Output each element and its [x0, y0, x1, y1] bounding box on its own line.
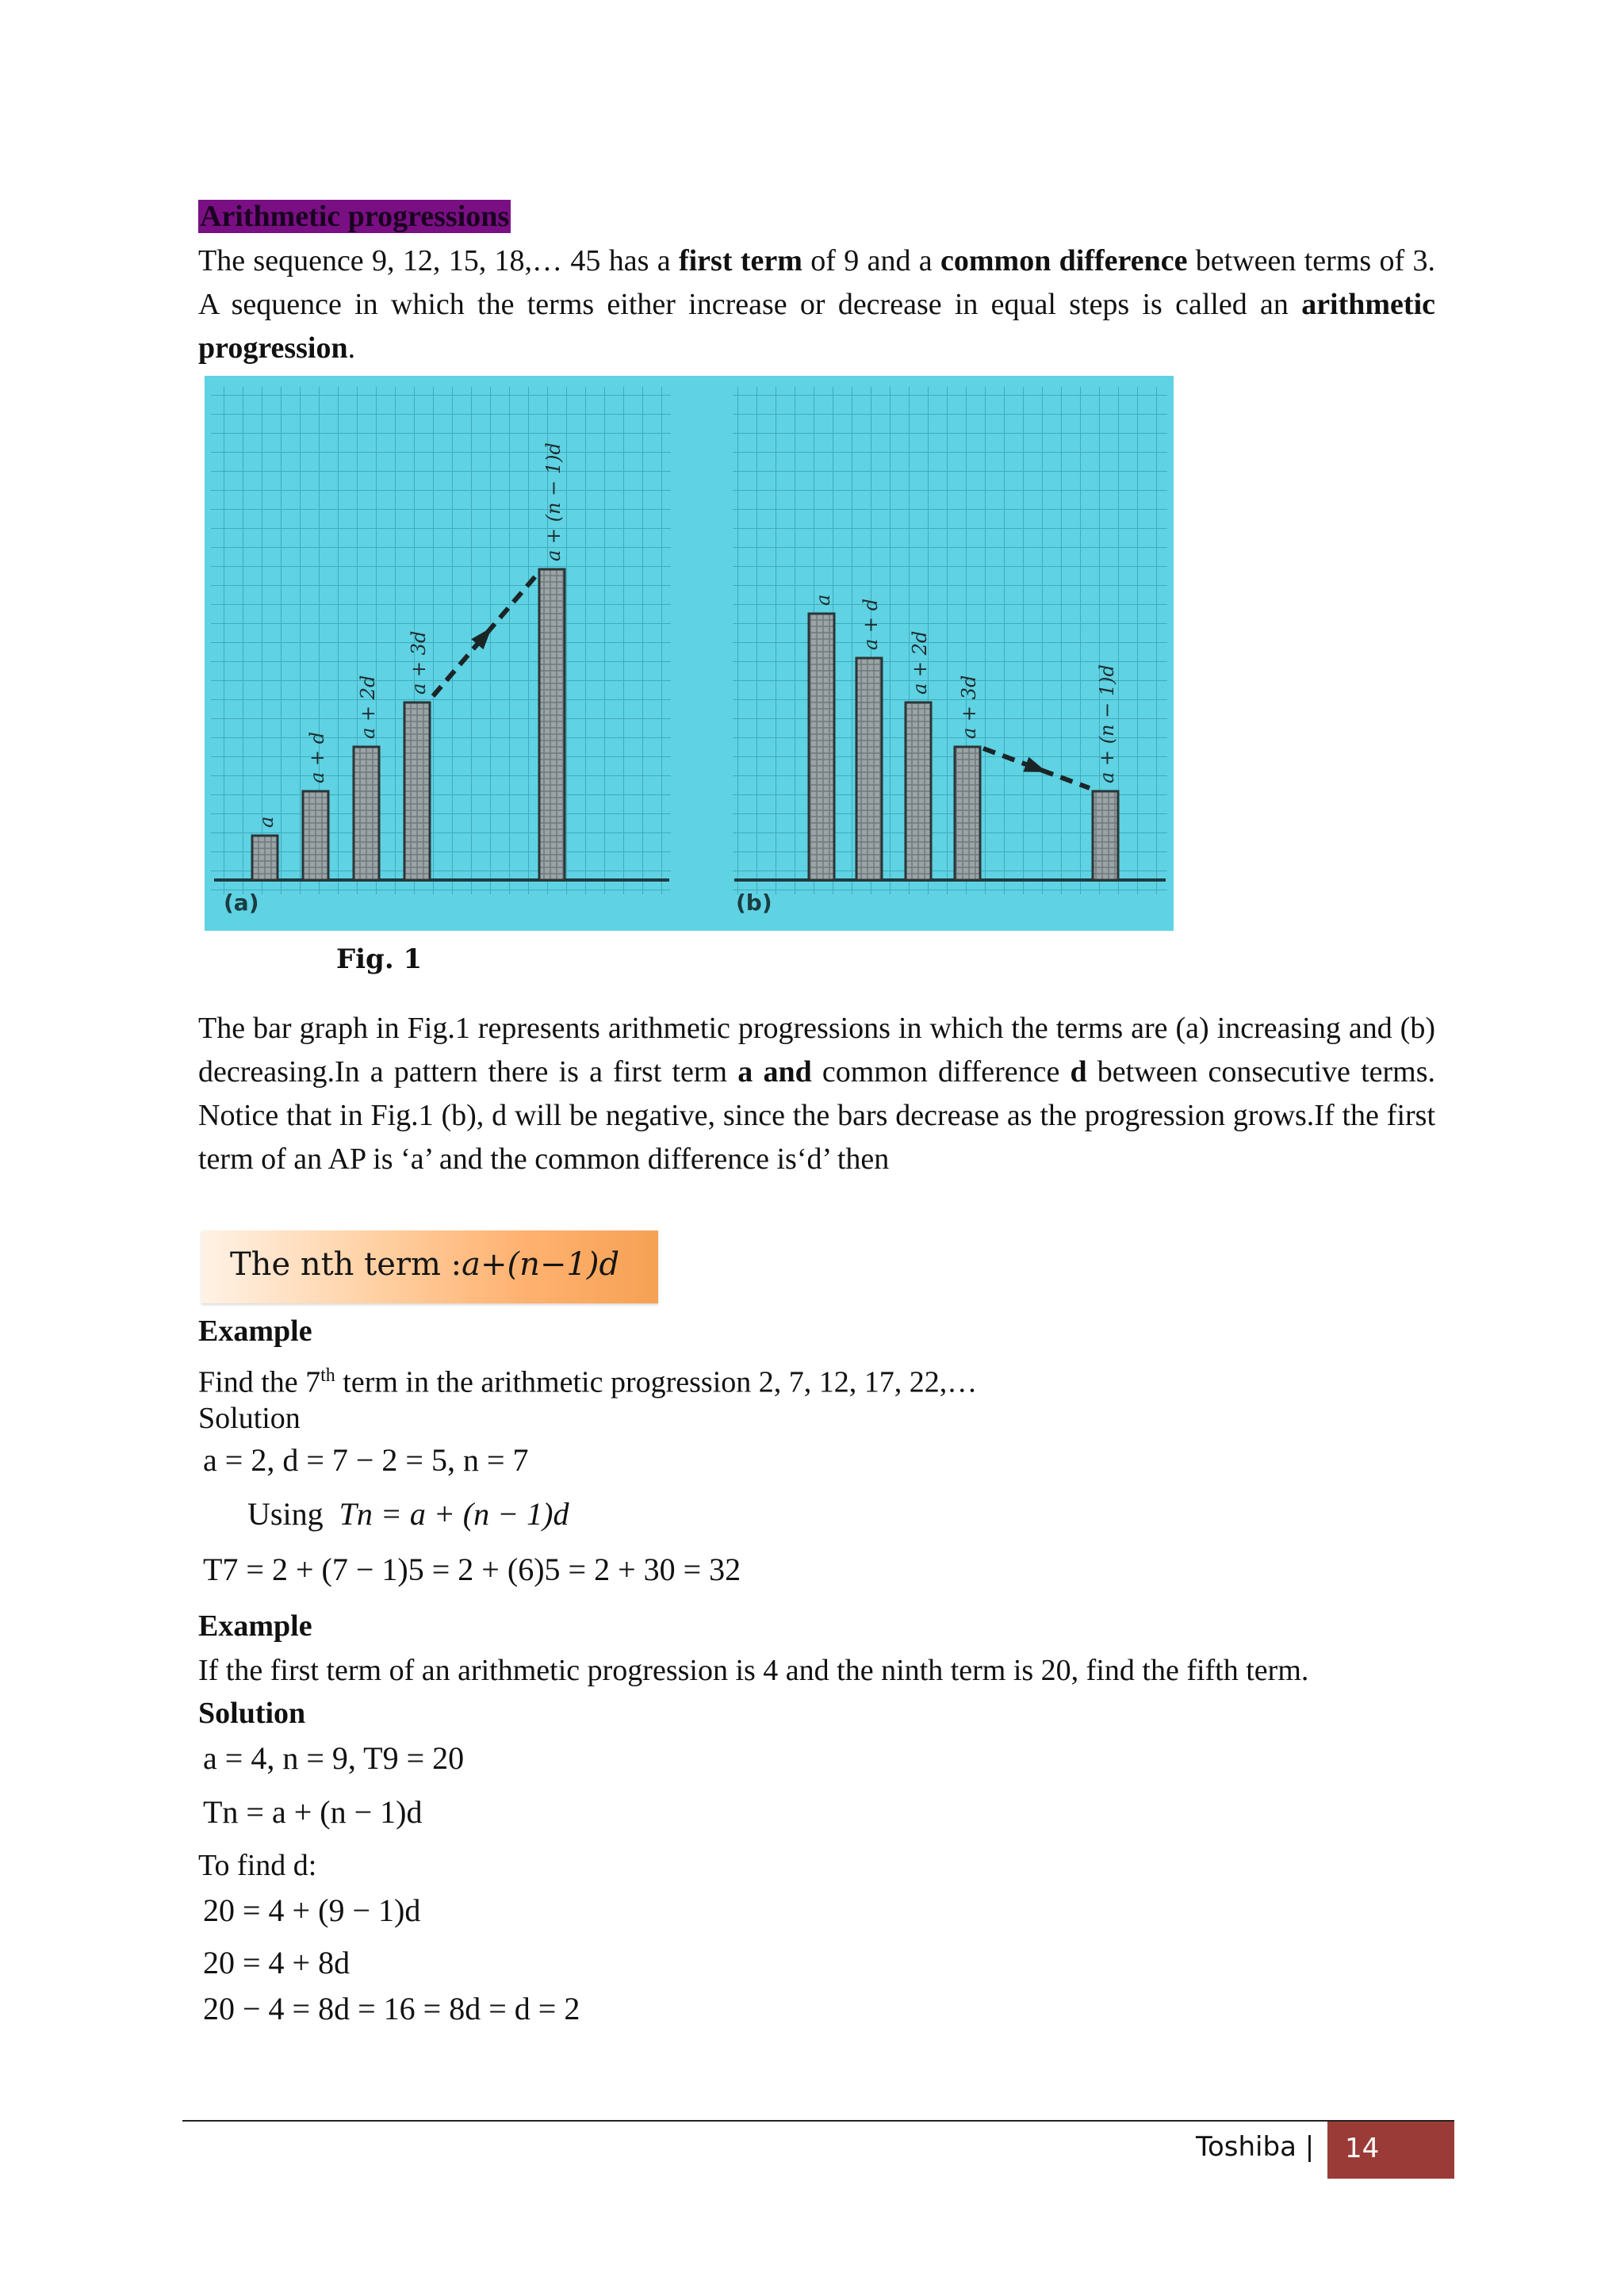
bar-a-1: [303, 791, 328, 880]
figure-caption: Fig. 1: [336, 943, 423, 975]
bar-label-a-0: a: [255, 816, 278, 828]
bar-b-0: [809, 614, 834, 880]
term-arithmetic-progression: arithmetic progression: [198, 288, 1435, 365]
example2-equation-4: 20 = 4 + 8d: [203, 1945, 350, 1980]
section-heading: [198, 195, 511, 239]
heading-highlight: Arithmetic progressions: [200, 200, 510, 233]
bar-label-b-1: a + d: [860, 598, 882, 650]
example1-equation-3: T7 = 2 + (7 − 1)5 = 2 + (6)5 = 2 + 30 = 32: [203, 1552, 741, 1587]
panel-b-label: (b): [736, 890, 772, 916]
panel-a-label: (a): [224, 890, 259, 916]
bar-label-b-0: a: [812, 594, 834, 606]
figure-1: [205, 376, 1174, 931]
bar-graph-figure: [205, 376, 1174, 931]
intro-text-4: .: [347, 331, 356, 365]
page-number: 14: [1345, 2133, 1380, 2164]
intro-paragraph: [198, 239, 1435, 370]
bar-label-b-2: a + 2d: [909, 630, 931, 695]
example2-find-d: To find d:: [198, 1849, 317, 1882]
nth-term-label: The nth term :: [230, 1246, 462, 1283]
example1-question: [198, 1354, 977, 1405]
example2-solution-label: Solution: [198, 1697, 306, 1730]
nth-term-formula: [230, 1246, 619, 1283]
footer-rule: [182, 2120, 1454, 2122]
para2-text-1: The bar graph in Fig.1 represents arithmetic progressions in which the terms are (a) increasing and (b) decreasing.In a pattern there is a first term: [198, 1012, 1435, 1089]
example1-equation-1: a = 2, d = 7 − 2 = 5, n = 7: [203, 1442, 529, 1478]
bar-a-2: [354, 747, 379, 880]
para2-text-3: between consecutive terms. Notice that in Fig.1 (b), d will be negative, since the bars decrease as the progression grows.If the first term of an AP is ‘a’ and the common difference is‘d’ then: [198, 1055, 1435, 1176]
intro-text-1: The sequence 9, 12, 15, 18,… 45 has a: [198, 244, 679, 277]
example1-using: Using: [247, 1496, 324, 1532]
example2-equation-1: a = 4, n = 9, T9 = 20: [203, 1740, 465, 1776]
example2-equation-5: 20 − 4 = 8d = 16 = 8d = d = 2: [203, 1991, 580, 2026]
term-a-and: a and: [737, 1055, 812, 1089]
intro-text-2: of 9 and a: [802, 244, 941, 277]
term-common-difference: common difference: [940, 244, 1188, 277]
nth-term-expression: a+(n−1)d: [462, 1246, 620, 1283]
bar-a-0: [252, 836, 278, 880]
term-d: d: [1070, 1055, 1087, 1089]
para2-text-2: common difference: [811, 1055, 1071, 1089]
bar-label-a-3: a + 3d: [408, 630, 430, 695]
bar-label-a-2: a + 2d: [357, 675, 379, 739]
example1-question-tail: term in the arithmetic progression 2, 7, 12, 17, 22,…: [335, 1365, 978, 1399]
example1-question-text: Find the 7: [198, 1365, 321, 1399]
intro-text-3: between terms of 3. A sequence in which the terms either increase or decrease in equal steps is called an: [198, 244, 1436, 321]
bar-a-4: [539, 569, 565, 880]
example2-heading: Example: [198, 1609, 312, 1643]
page-number-box: [1327, 2122, 1454, 2179]
bar-b-3: [955, 747, 980, 880]
term-first-term: first term: [678, 244, 802, 277]
example1-formula: Tn = a + (n − 1)d: [339, 1496, 569, 1532]
example1-equation-2: [247, 1495, 569, 1533]
bar-label-a-1: a + d: [306, 731, 328, 783]
example2-question: If the first term of an arithmetic progression is 4 and the ninth term is 20, find the fifth term.: [198, 1654, 1309, 1687]
bar-b-2: [906, 702, 931, 880]
bar-label-b-4: a + (n − 1)d: [1096, 664, 1118, 783]
grid-a: [211, 387, 671, 894]
bar-b-1: [856, 658, 882, 880]
bar-a-3: [404, 702, 430, 880]
example1-heading: Example: [198, 1314, 312, 1348]
bar-b-4: [1093, 791, 1118, 880]
explanation-paragraph: [198, 1007, 1435, 1181]
example2-equation-2: Tn = a + (n − 1)d: [203, 1794, 423, 1830]
nth-term-formula-box: [201, 1230, 658, 1303]
example1-solution-label: Solution: [198, 1402, 301, 1435]
bar-label-a-4: a + (n − 1)d: [542, 442, 565, 561]
footer-label: Toshiba |: [1196, 2131, 1315, 2163]
example2-equation-3: 20 = 4 + (9 − 1)d: [203, 1892, 421, 1928]
bar-label-b-3: a + 3d: [958, 675, 980, 739]
example1-question-sup: th: [320, 1365, 335, 1386]
